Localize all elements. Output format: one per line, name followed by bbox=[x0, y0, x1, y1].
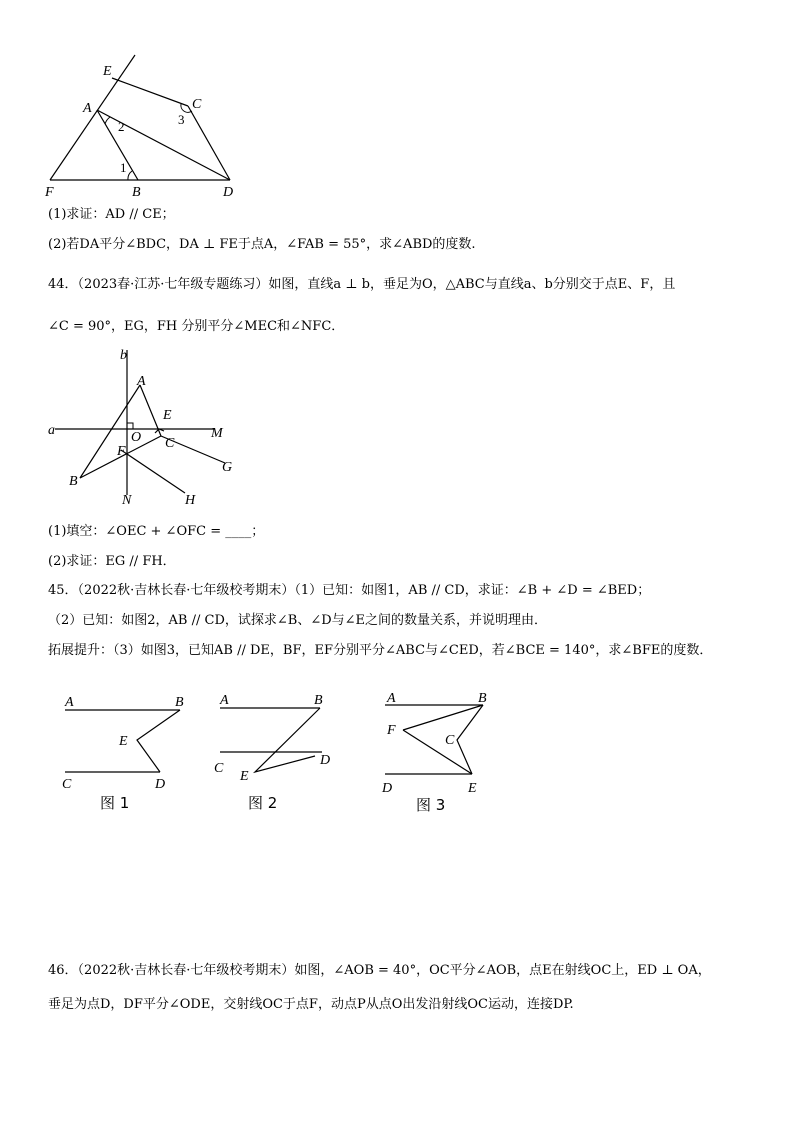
caption-fig1: 图 1 bbox=[100, 794, 130, 812]
label-d: D bbox=[155, 777, 166, 792]
label-b-point: B bbox=[69, 474, 78, 489]
label-c: C bbox=[192, 97, 202, 112]
label-b: B bbox=[175, 695, 184, 710]
q44-intro: 44．（2023春·江苏·七年级专题练习）如图，直线a ⊥ b，垂足为O，△ABC与直线a、b分别交于点E、F，且 bbox=[48, 277, 676, 292]
q45-line2: （2）已知：如图2，AB // CD，试探求∠B、∠D与∠E之间的数量关系，并说明理由． bbox=[48, 613, 548, 628]
figure-q44 bbox=[45, 345, 245, 515]
angle-label-2: 2 bbox=[118, 119, 125, 134]
q44-part2: (2)求证：EG // FH． bbox=[48, 554, 176, 569]
right-angle-o bbox=[127, 423, 133, 429]
label-e: E bbox=[468, 781, 477, 796]
label-o: O bbox=[131, 430, 142, 445]
figure-q45-1 bbox=[55, 690, 205, 820]
label-a: A bbox=[65, 695, 74, 710]
caption-fig3: 图 3 bbox=[416, 796, 446, 814]
angle-label-3: 3 bbox=[178, 112, 185, 127]
path-bce bbox=[457, 705, 483, 774]
label-b: B bbox=[314, 693, 323, 708]
label-b: B bbox=[478, 691, 487, 706]
angle-1-arc bbox=[128, 171, 132, 180]
label-b: B bbox=[132, 185, 141, 200]
label-a-line: a bbox=[48, 423, 55, 438]
label-e: E bbox=[163, 408, 172, 423]
label-c: C bbox=[214, 761, 224, 776]
label-d: D bbox=[320, 753, 331, 768]
q45-line3: 拓展提升：（3）如图3，已知AB // DE，BF，EF分别平分∠ABC与∠CED，若∠BCE = 140°，求∠BFE的度数． bbox=[48, 643, 713, 658]
label-m: M bbox=[211, 426, 223, 441]
label-f: F bbox=[45, 185, 54, 200]
q46-line2: 垂足为点D，DF平分∠ODE，交射线OC于点F，动点P从点O出发沿射线OC运动，连接DP. bbox=[48, 997, 574, 1012]
q44-part1: (1)填空：∠OEC + ∠OFC = ____； bbox=[48, 524, 265, 539]
label-a: A bbox=[83, 101, 92, 116]
label-g: G bbox=[222, 460, 233, 475]
segment-bf bbox=[403, 705, 483, 730]
figure-q45-3 bbox=[375, 688, 525, 823]
figure-q43 bbox=[40, 50, 250, 200]
label-b-line: b bbox=[120, 348, 127, 363]
label-d: D bbox=[223, 185, 234, 200]
label-a: A bbox=[387, 691, 396, 706]
q45-line1: 45．（2022秋·吉林长春·七年级校考期末）（1）已知：如图1，AB // CD，求证：∠B + ∠D = ∠BED； bbox=[48, 583, 651, 598]
label-e: E bbox=[119, 734, 128, 749]
path-bed bbox=[255, 708, 320, 772]
angle-2-arc bbox=[105, 117, 110, 124]
q43-part2: (2)若DA平分∠BDC，DA ⊥ FE于点A，∠FAB = 55°，求∠ABD的度数. bbox=[48, 237, 476, 252]
label-e: E bbox=[103, 64, 112, 79]
caption-fig2: 图 2 bbox=[248, 794, 278, 812]
label-f: F bbox=[117, 444, 126, 459]
label-d: D bbox=[382, 781, 393, 796]
q43-part1: (1)求证：AD // CE； bbox=[48, 207, 175, 222]
label-a: A bbox=[220, 693, 229, 708]
path-bed bbox=[137, 710, 180, 772]
segment-ac bbox=[140, 385, 161, 436]
figure-q45-2 bbox=[210, 690, 360, 820]
q44-condition: ∠C = 90°，EG，FH 分别平分∠MEC和∠NFC． bbox=[48, 319, 345, 334]
label-e: E bbox=[240, 769, 249, 784]
ray-fh bbox=[121, 450, 185, 493]
angle-label-1: 1 bbox=[120, 160, 127, 175]
label-f: F bbox=[387, 723, 396, 738]
q46-line1: 46．（2022秋·吉林长春·七年级校考期末）如图，∠AOB = 40°，OC平分∠AOB，点E在射线OC上，ED ⊥ OA， bbox=[48, 963, 711, 978]
label-a-point: A bbox=[137, 374, 146, 389]
label-h: H bbox=[185, 493, 196, 508]
label-c: C bbox=[165, 436, 175, 451]
label-c: C bbox=[445, 733, 455, 748]
label-c: C bbox=[62, 777, 72, 792]
label-n: N bbox=[122, 493, 132, 508]
segment-ec bbox=[112, 78, 188, 106]
